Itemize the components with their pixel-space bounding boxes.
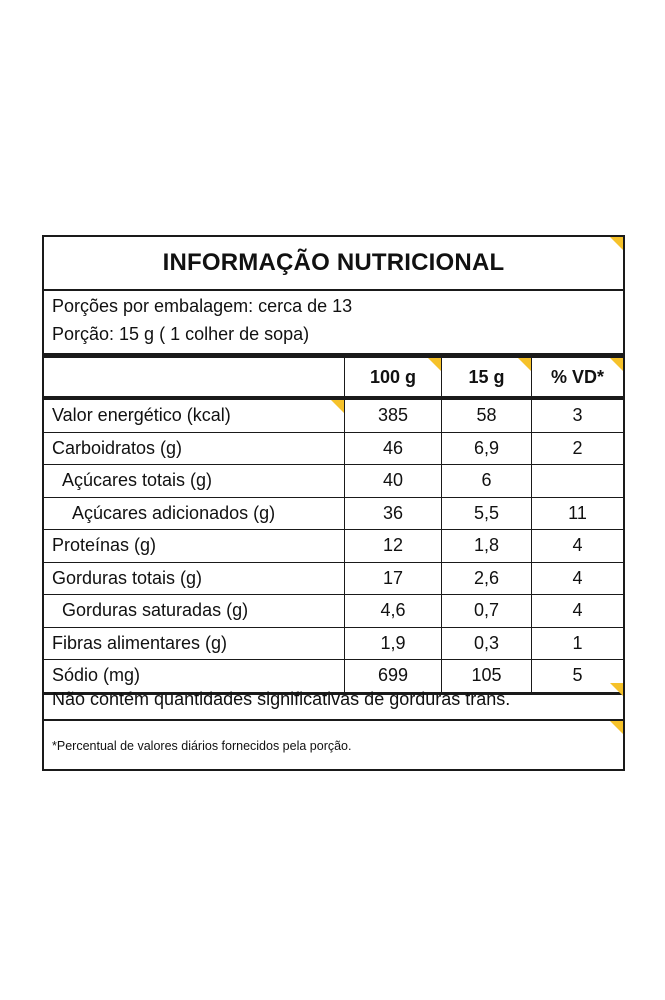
nutrition-table (44, 358, 623, 695)
serving-info (44, 291, 623, 358)
table-row (44, 530, 623, 563)
portion-size: Porção: 15 g ( 1 colher de sopa) (52, 324, 310, 344)
row-label-cell (44, 497, 345, 530)
nutrition-facts-panel (42, 235, 625, 771)
row-label-cell (44, 562, 345, 595)
row-label-cell (44, 465, 345, 498)
row-label: Gorduras saturadas (g) (62, 600, 249, 621)
corner-accent-icon (610, 683, 623, 696)
table-row (44, 465, 623, 498)
trans-fat-note: Não contém quantidades significativas de gorduras trans. (52, 689, 511, 709)
value-vd (532, 465, 624, 498)
value-vd: 5 (532, 660, 624, 694)
table-row (44, 562, 623, 595)
servings-per-package: Porções por embalagem: cerca de 13 (52, 296, 353, 316)
row-label: Gorduras totais (g) (52, 567, 203, 588)
trans-fat-note-row (44, 683, 623, 721)
header-label (44, 358, 345, 398)
row-label: Açúcares adicionados (g) (72, 502, 276, 523)
corner-accent-icon (610, 721, 623, 734)
value-15g: 0,3 (442, 627, 532, 660)
value-vd: 2 (532, 432, 624, 465)
row-label-cell (44, 530, 345, 563)
value-15g: 5,5 (442, 497, 532, 530)
row-label: Proteínas (g) (52, 535, 157, 556)
value-100g: 17 (345, 562, 442, 595)
header-15g (442, 358, 532, 398)
table-row (44, 595, 623, 628)
panel-title: INFORMAÇÃO NUTRICIONAL (162, 249, 505, 276)
row-label: Carboidratos (g) (52, 437, 183, 458)
row-label-cell (44, 595, 345, 628)
row-label-cell (44, 432, 345, 465)
row-label: Valor energético (kcal) (52, 405, 231, 426)
value-15g: 0,7 (442, 595, 532, 628)
header-100g (345, 358, 442, 398)
value-100g: 4,6 (345, 595, 442, 628)
header-15g-text: 15 g (468, 366, 505, 387)
row-label-cell (44, 627, 345, 660)
row-label: Fibras alimentares (g) (52, 632, 228, 653)
value-100g: 36 (345, 497, 442, 530)
table-row (44, 398, 623, 432)
value-100g: 40 (345, 465, 442, 498)
value-15g: 2,6 (442, 562, 532, 595)
header-100g-text: 100 g (369, 366, 417, 387)
footnote: *Percentual de valores diários fornecidos pela porção. (52, 739, 352, 753)
value-vd: 4 (532, 562, 624, 595)
value-vd: 4 (532, 530, 624, 563)
table-row (44, 432, 623, 465)
value-15g: 1,8 (442, 530, 532, 563)
value-100g: 12 (345, 530, 442, 563)
corner-accent-icon (518, 358, 531, 371)
header-vd-text: % VD* (550, 366, 604, 387)
corner-accent-icon (428, 358, 441, 371)
footnote-row (44, 721, 623, 769)
corner-accent-icon (610, 237, 623, 250)
value-100g: 385 (345, 398, 442, 432)
value-100g: 1,9 (345, 627, 442, 660)
table-header-row (44, 358, 623, 398)
value-vd: 3 (532, 398, 624, 432)
row-label: Sódio (mg) (52, 665, 141, 686)
value-100g: 46 (345, 432, 442, 465)
value-15g: 6 (442, 465, 532, 498)
value-vd: 11 (532, 497, 624, 530)
value-15g: 58 (442, 398, 532, 432)
row-label: Açúcares totais (g) (62, 470, 213, 491)
value-vd: 4 (532, 595, 624, 628)
table-row (44, 627, 623, 660)
value-vd: 1 (532, 627, 624, 660)
corner-accent-icon (610, 358, 623, 371)
header-vd (532, 358, 624, 398)
value-15g: 6,9 (442, 432, 532, 465)
value-15g: 105 (442, 660, 532, 694)
table-row (44, 497, 623, 530)
title-row (44, 237, 623, 291)
value-100g: 699 (345, 660, 442, 694)
row-label-cell (44, 398, 345, 432)
corner-accent-icon (331, 400, 344, 413)
